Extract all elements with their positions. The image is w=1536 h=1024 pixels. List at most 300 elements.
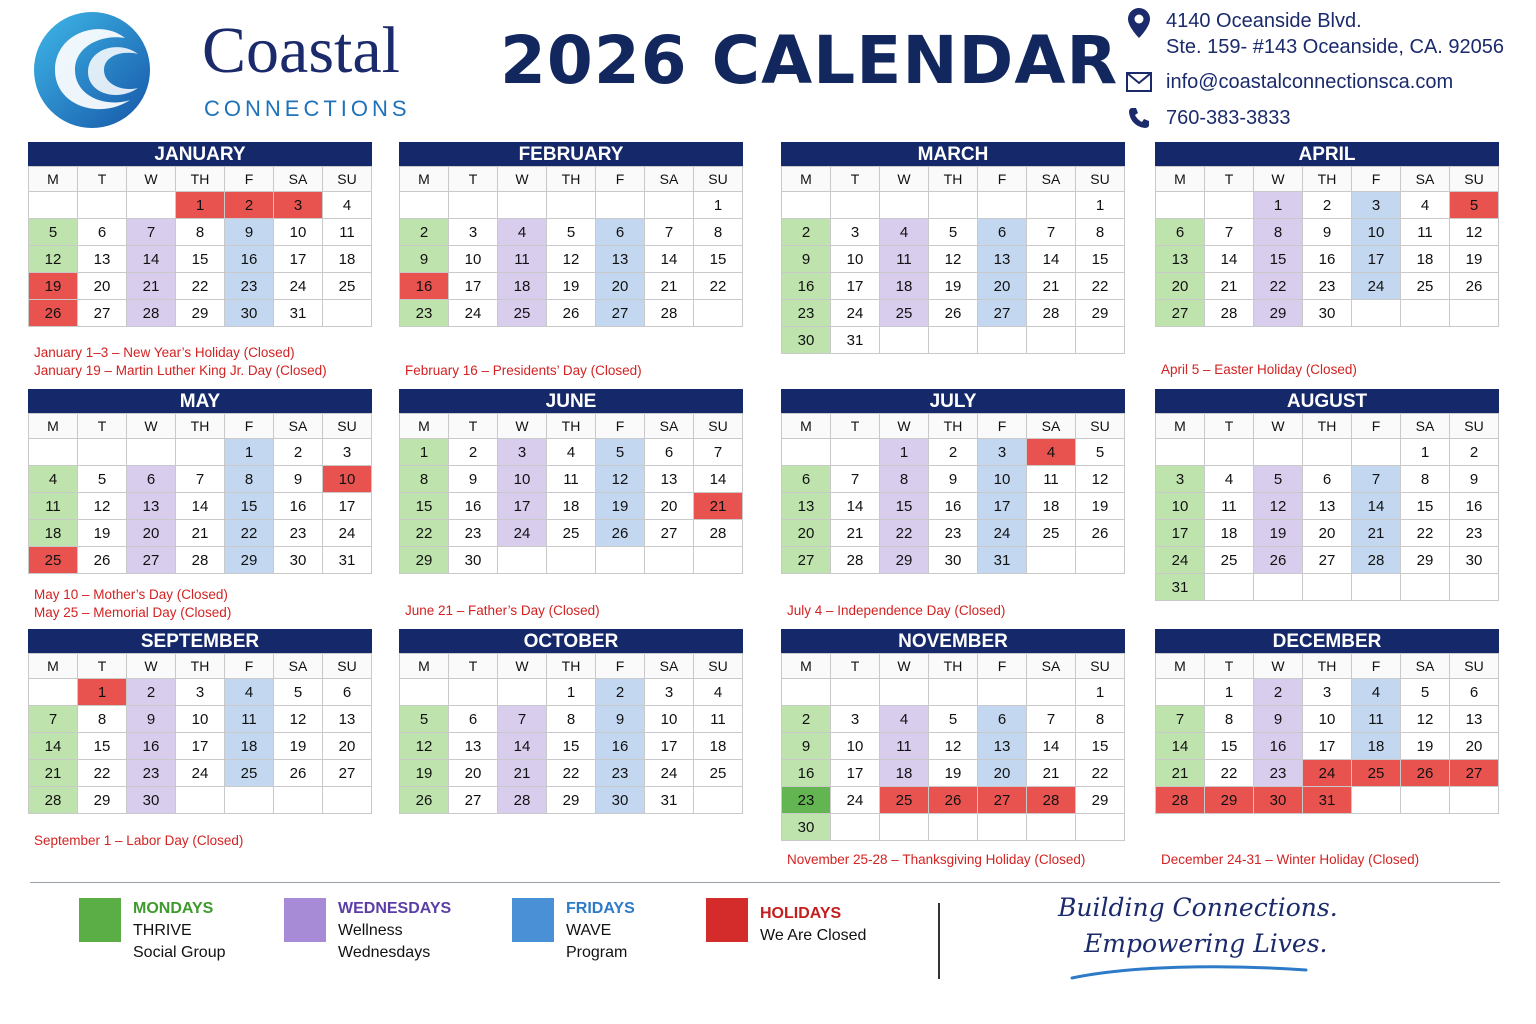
holiday-notes (34, 344, 327, 380)
day-cell: 2 (400, 219, 449, 246)
day-cell: 30 (1254, 787, 1303, 814)
empty-cell (1027, 814, 1076, 841)
empty-cell (782, 192, 831, 219)
day-cell: 14 (176, 493, 225, 520)
day-cell: 17 (978, 493, 1027, 520)
day-cell: 9 (225, 219, 274, 246)
day-cell: 15 (1076, 733, 1125, 760)
day-cell: 8 (547, 706, 596, 733)
day-cell: 15 (78, 733, 127, 760)
day-cell: 14 (1027, 246, 1076, 273)
day-cell: 6 (645, 439, 694, 466)
day-cell: 16 (929, 493, 978, 520)
day-cell: 14 (831, 493, 880, 520)
month-title: SEPTEMBER (28, 629, 372, 653)
day-cell: 24 (831, 300, 880, 327)
weekday-header: SU (1450, 414, 1499, 439)
day-cell: 12 (596, 466, 645, 493)
weekday-header: SA (274, 414, 323, 439)
day-cell: 15 (880, 493, 929, 520)
empty-cell (978, 679, 1027, 706)
day-cell: 27 (978, 300, 1027, 327)
day-cell: 13 (323, 706, 372, 733)
weekday-header: F (225, 167, 274, 192)
day-cell: 21 (1027, 760, 1076, 787)
legend-wednesdays (284, 898, 451, 964)
month-june (399, 389, 743, 574)
day-cell: 28 (1156, 787, 1205, 814)
day-cell: 18 (1205, 520, 1254, 547)
weekday-header: F (1352, 654, 1401, 679)
green-swatch (79, 898, 121, 942)
day-cell: 8 (1205, 706, 1254, 733)
day-cell: 18 (547, 493, 596, 520)
empty-cell (1401, 787, 1450, 814)
empty-cell (1352, 439, 1401, 466)
weekday-header: T (78, 654, 127, 679)
day-cell: 5 (78, 466, 127, 493)
empty-cell (176, 787, 225, 814)
day-cell: 29 (176, 300, 225, 327)
weekday-header: SU (1450, 167, 1499, 192)
day-cell: 11 (498, 246, 547, 273)
day-cell: 5 (1254, 466, 1303, 493)
day-cell: 13 (127, 493, 176, 520)
weekday-header: TH (176, 414, 225, 439)
empty-cell (323, 300, 372, 327)
red-swatch (706, 898, 748, 942)
legend-mondays-line1: THRIVE (133, 922, 192, 939)
legend-wednesdays-line1: Wellness (338, 922, 403, 939)
day-cell: 2 (929, 439, 978, 466)
day-cell: 4 (225, 679, 274, 706)
day-cell: 17 (274, 246, 323, 273)
weekday-header: W (1254, 167, 1303, 192)
empty-cell (1076, 814, 1125, 841)
weekday-header: TH (929, 167, 978, 192)
month-table (399, 653, 743, 814)
day-cell: 21 (694, 493, 743, 520)
month-table (1155, 166, 1499, 327)
empty-cell (929, 327, 978, 354)
day-cell: 31 (978, 547, 1027, 574)
day-cell: 27 (78, 300, 127, 327)
day-cell: 28 (645, 300, 694, 327)
weekday-header: F (596, 414, 645, 439)
day-cell: 30 (225, 300, 274, 327)
day-cell: 4 (1027, 439, 1076, 466)
holiday-note: February 16 – Presidents’ Day (Closed) (405, 363, 642, 378)
day-cell: 7 (176, 466, 225, 493)
day-cell: 28 (29, 787, 78, 814)
day-cell: 7 (1156, 706, 1205, 733)
weekday-header: W (498, 414, 547, 439)
day-cell: 6 (596, 219, 645, 246)
day-cell: 25 (1027, 520, 1076, 547)
empty-cell (498, 547, 547, 574)
day-cell: 24 (645, 760, 694, 787)
day-cell: 7 (1205, 219, 1254, 246)
day-cell: 2 (1450, 439, 1499, 466)
weekday-header: M (1156, 654, 1205, 679)
day-cell: 12 (929, 733, 978, 760)
weekday-header: SU (1450, 654, 1499, 679)
day-cell: 14 (1205, 246, 1254, 273)
day-cell: 4 (547, 439, 596, 466)
day-cell: 17 (176, 733, 225, 760)
empty-cell (29, 679, 78, 706)
day-cell: 31 (323, 547, 372, 574)
day-cell: 7 (1027, 219, 1076, 246)
day-cell: 20 (127, 520, 176, 547)
day-cell: 26 (400, 787, 449, 814)
month-table (781, 413, 1125, 574)
day-cell: 21 (1205, 273, 1254, 300)
tagline (1058, 890, 1338, 962)
empty-cell (929, 814, 978, 841)
day-cell: 12 (929, 246, 978, 273)
day-cell: 1 (547, 679, 596, 706)
weekday-header: F (596, 167, 645, 192)
day-cell: 2 (1303, 192, 1352, 219)
weekday-header: F (225, 414, 274, 439)
day-cell: 27 (127, 547, 176, 574)
day-cell: 19 (596, 493, 645, 520)
empty-cell (1303, 439, 1352, 466)
month-august (1155, 389, 1499, 601)
day-cell: 19 (1254, 520, 1303, 547)
empty-cell (29, 192, 78, 219)
phone-icon (1125, 105, 1153, 130)
empty-cell (1027, 547, 1076, 574)
weekday-header: T (78, 167, 127, 192)
day-cell: 23 (596, 760, 645, 787)
empty-cell (880, 814, 929, 841)
day-cell: 1 (176, 192, 225, 219)
day-cell: 13 (645, 466, 694, 493)
day-cell: 29 (1254, 300, 1303, 327)
empty-cell (1352, 574, 1401, 601)
swoosh-icon (1070, 962, 1310, 982)
day-cell: 22 (1254, 273, 1303, 300)
day-cell: 22 (880, 520, 929, 547)
weekday-header: F (596, 654, 645, 679)
day-cell: 16 (400, 273, 449, 300)
day-cell: 28 (1352, 547, 1401, 574)
day-cell: 11 (1401, 219, 1450, 246)
day-cell: 18 (1352, 733, 1401, 760)
weekday-header: M (29, 654, 78, 679)
day-cell: 10 (831, 246, 880, 273)
weekday-header: TH (547, 167, 596, 192)
day-cell: 6 (127, 466, 176, 493)
day-cell: 19 (29, 273, 78, 300)
holiday-notes (787, 851, 1085, 869)
weekday-header: W (127, 167, 176, 192)
day-cell: 26 (596, 520, 645, 547)
day-cell: 9 (400, 246, 449, 273)
empty-cell (547, 547, 596, 574)
day-cell: 19 (547, 273, 596, 300)
weekday-header: W (498, 167, 547, 192)
day-cell: 4 (29, 466, 78, 493)
day-cell: 20 (978, 273, 1027, 300)
day-cell: 5 (929, 706, 978, 733)
day-cell: 16 (1254, 733, 1303, 760)
day-cell: 11 (225, 706, 274, 733)
day-cell: 21 (176, 520, 225, 547)
day-cell: 19 (78, 520, 127, 547)
day-cell: 13 (782, 493, 831, 520)
empty-cell (1205, 192, 1254, 219)
empty-cell (596, 547, 645, 574)
month-title: MAY (28, 389, 372, 413)
day-cell: 17 (645, 733, 694, 760)
day-cell: 9 (1450, 466, 1499, 493)
day-cell: 5 (29, 219, 78, 246)
address-line-1: 4140 Oceanside Blvd. (1166, 10, 1362, 32)
day-cell: 23 (782, 787, 831, 814)
empty-cell (1450, 574, 1499, 601)
holiday-note: June 21 – Father’s Day (Closed) (405, 603, 600, 618)
day-cell: 20 (978, 760, 1027, 787)
day-cell: 22 (400, 520, 449, 547)
day-cell: 26 (1450, 273, 1499, 300)
day-cell: 1 (225, 439, 274, 466)
day-cell: 21 (1027, 273, 1076, 300)
weekday-header: W (127, 414, 176, 439)
weekday-header: SA (1401, 654, 1450, 679)
weekday-header: SA (1027, 414, 1076, 439)
empty-cell (78, 192, 127, 219)
holiday-notes (34, 832, 243, 850)
weekday-header: F (978, 654, 1027, 679)
legend-holidays-line1: We Are Closed (760, 927, 867, 944)
day-cell: 31 (645, 787, 694, 814)
weekday-header: M (400, 654, 449, 679)
weekday-header: SU (1076, 654, 1125, 679)
weekday-header: SA (645, 167, 694, 192)
day-cell: 17 (831, 760, 880, 787)
day-cell: 19 (929, 273, 978, 300)
day-cell: 19 (400, 760, 449, 787)
weekday-header: M (400, 167, 449, 192)
month-october (399, 629, 743, 814)
day-cell: 18 (694, 733, 743, 760)
weekday-header: SA (1401, 167, 1450, 192)
day-cell: 2 (225, 192, 274, 219)
day-cell: 6 (782, 466, 831, 493)
day-cell: 4 (1205, 466, 1254, 493)
day-cell: 5 (596, 439, 645, 466)
day-cell: 19 (929, 760, 978, 787)
empty-cell (978, 814, 1027, 841)
empty-cell (547, 192, 596, 219)
day-cell: 22 (78, 760, 127, 787)
day-cell: 23 (782, 300, 831, 327)
day-cell: 10 (1352, 219, 1401, 246)
day-cell: 4 (323, 192, 372, 219)
empty-cell (1076, 327, 1125, 354)
empty-cell (29, 439, 78, 466)
weekday-header: M (29, 167, 78, 192)
day-cell: 21 (127, 273, 176, 300)
day-cell: 9 (782, 246, 831, 273)
weekday-header: F (1352, 414, 1401, 439)
day-cell: 28 (1027, 787, 1076, 814)
day-cell: 1 (78, 679, 127, 706)
day-cell: 17 (449, 273, 498, 300)
day-cell: 1 (400, 439, 449, 466)
day-cell: 4 (1401, 192, 1450, 219)
day-cell: 7 (29, 706, 78, 733)
day-cell: 13 (1156, 246, 1205, 273)
weekday-header: TH (547, 654, 596, 679)
day-cell: 13 (978, 733, 1027, 760)
day-cell: 30 (782, 327, 831, 354)
weekday-header: M (782, 654, 831, 679)
day-cell: 10 (831, 733, 880, 760)
day-cell: 21 (831, 520, 880, 547)
day-cell: 30 (1303, 300, 1352, 327)
day-cell: 6 (78, 219, 127, 246)
day-cell: 8 (694, 219, 743, 246)
day-cell: 11 (694, 706, 743, 733)
day-cell: 10 (498, 466, 547, 493)
day-cell: 16 (127, 733, 176, 760)
day-cell: 6 (978, 219, 1027, 246)
day-cell: 18 (225, 733, 274, 760)
weekday-header: SA (274, 654, 323, 679)
day-cell: 24 (498, 520, 547, 547)
day-cell: 24 (978, 520, 1027, 547)
holiday-notes (405, 602, 600, 620)
day-cell: 25 (225, 760, 274, 787)
weekday-header: T (1205, 167, 1254, 192)
day-cell: 28 (498, 787, 547, 814)
email-link[interactable]: info@coastalconnectionsca.com (1166, 71, 1454, 93)
month-title: APRIL (1155, 142, 1499, 166)
day-cell: 21 (645, 273, 694, 300)
empty-cell (1205, 439, 1254, 466)
day-cell: 12 (78, 493, 127, 520)
day-cell: 14 (127, 246, 176, 273)
day-cell: 22 (1401, 520, 1450, 547)
weekday-header: SU (1076, 414, 1125, 439)
day-cell: 13 (1450, 706, 1499, 733)
day-cell: 30 (274, 547, 323, 574)
day-cell: 29 (547, 787, 596, 814)
day-cell: 28 (127, 300, 176, 327)
legend-fridays (512, 898, 635, 964)
day-cell: 7 (127, 219, 176, 246)
day-cell: 7 (1027, 706, 1076, 733)
holiday-notes (405, 362, 642, 380)
day-cell: 3 (1352, 192, 1401, 219)
day-cell: 11 (880, 733, 929, 760)
day-cell: 27 (1156, 300, 1205, 327)
day-cell: 27 (1303, 547, 1352, 574)
empty-cell (400, 192, 449, 219)
day-cell: 19 (1450, 246, 1499, 273)
day-cell: 20 (1450, 733, 1499, 760)
month-november (781, 629, 1125, 841)
day-cell: 16 (274, 493, 323, 520)
empty-cell (1303, 574, 1352, 601)
day-cell: 30 (929, 547, 978, 574)
day-cell: 2 (274, 439, 323, 466)
empty-cell (782, 439, 831, 466)
day-cell: 3 (176, 679, 225, 706)
weekday-header: M (1156, 167, 1205, 192)
day-cell: 24 (323, 520, 372, 547)
legend-separator (938, 903, 940, 979)
day-cell: 9 (1303, 219, 1352, 246)
day-cell: 30 (1450, 547, 1499, 574)
weekday-header: SU (323, 414, 372, 439)
weekday-header: TH (176, 167, 225, 192)
day-cell: 18 (323, 246, 372, 273)
day-cell: 25 (547, 520, 596, 547)
month-february (399, 142, 743, 327)
day-cell: 23 (449, 520, 498, 547)
month-title: JULY (781, 389, 1125, 413)
month-july (781, 389, 1125, 574)
empty-cell (1254, 574, 1303, 601)
day-cell: 3 (1156, 466, 1205, 493)
weekday-header: TH (547, 414, 596, 439)
day-cell: 15 (225, 493, 274, 520)
day-cell: 30 (449, 547, 498, 574)
day-cell: 22 (1205, 760, 1254, 787)
day-cell: 21 (1156, 760, 1205, 787)
day-cell: 2 (782, 219, 831, 246)
empty-cell (978, 192, 1027, 219)
day-cell: 12 (1254, 493, 1303, 520)
day-cell: 17 (831, 273, 880, 300)
month-january (28, 142, 372, 327)
empty-cell (929, 679, 978, 706)
weekday-header: TH (1303, 167, 1352, 192)
day-cell: 16 (1303, 246, 1352, 273)
day-cell: 18 (1401, 246, 1450, 273)
day-cell: 27 (782, 547, 831, 574)
weekday-header: SA (274, 167, 323, 192)
weekday-header: M (29, 414, 78, 439)
day-cell: 11 (1205, 493, 1254, 520)
weekday-header: SA (645, 654, 694, 679)
weekday-header: SU (323, 167, 372, 192)
day-cell: 25 (880, 787, 929, 814)
phone-number[interactable]: 760-383-3833 (1166, 107, 1291, 129)
day-cell: 9 (782, 733, 831, 760)
day-cell: 5 (929, 219, 978, 246)
day-cell: 12 (274, 706, 323, 733)
page-title: 2026 CALENDAR (500, 22, 1119, 99)
day-cell: 26 (1401, 760, 1450, 787)
day-cell: 20 (782, 520, 831, 547)
day-cell: 26 (929, 300, 978, 327)
weekday-header: SU (694, 167, 743, 192)
empty-cell (1450, 300, 1499, 327)
weekday-header: W (1254, 654, 1303, 679)
day-cell: 7 (645, 219, 694, 246)
day-cell: 15 (547, 733, 596, 760)
day-cell: 22 (225, 520, 274, 547)
weekday-header: T (1205, 654, 1254, 679)
day-cell: 7 (831, 466, 880, 493)
brand-name: Coastal (202, 14, 400, 87)
